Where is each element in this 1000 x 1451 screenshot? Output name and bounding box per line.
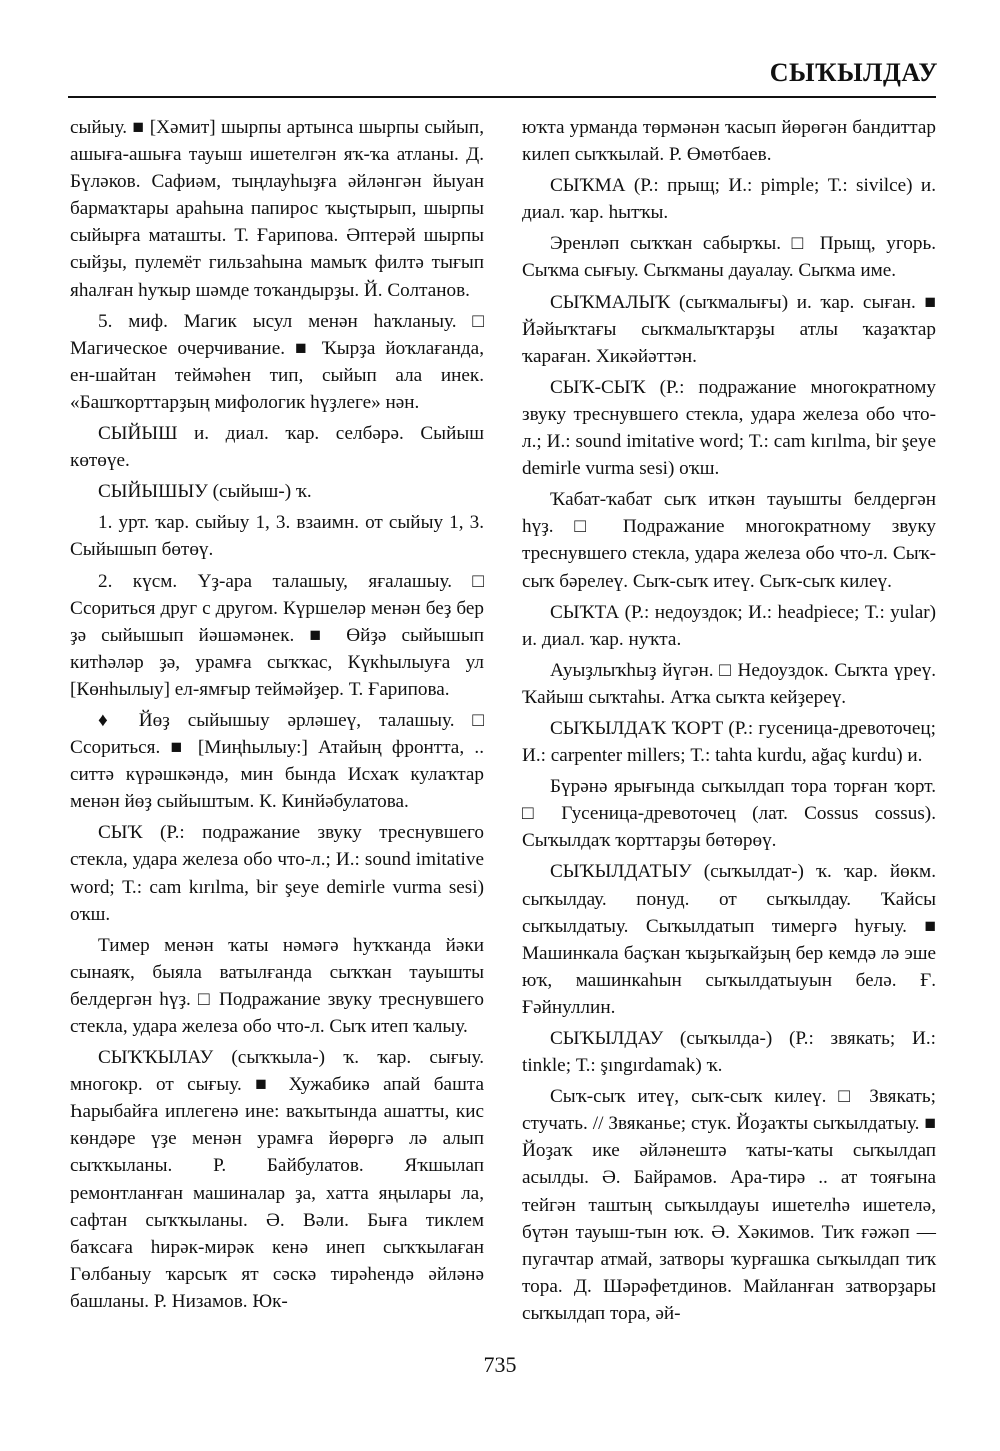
entry-syjysh: СЫЙЫШ и. диал. ҡар. селбәрә. Сыйыш көтөүе. (70, 423, 484, 472)
entry-sykma-definition: Эренләп сыҡҡан сабырҡы. □ Прыщ, угорь. Сыҡма сығыу. Сыҡманы дауалау. Сыҡма име. (522, 233, 936, 282)
left-entry-continuation: сыйыу. ■ [Хәмит] шырпы артынса шырпы сыйып, ашыға-ашыға тауыш ишетелгән яҡ-ҡа атланы. Д. Бүләков. Сафиәм, тыңлауһыҙға әйләнгән йыуан бармаҡтары араһына папирос ҡыҫтырып, шырпы сыйырға маташты. Т. Ғарипова. Әптерәй шырпы сыйҙы, пулемёт гильзаһына мамыҡ филтә тығып яһалған һуҡыр шәмде тоҡандырҙы. Й. Солтанов. (70, 117, 484, 301)
page-number: 735 (483, 1352, 517, 1377)
entry-sykta: СЫҠТА (Р.: недоуздок; И.: headpiece; Т.: yular) и. диал. ҡар. нуҡта. (522, 601, 936, 650)
entry-syk-syk-definition: Ҡабат-ҡабат сыҡ иткән тауышты белдергән һүҙ. □ Подражание многократному звуку треснувшего стекла, удара железа обо что-л. Сыҡ-сыҡ бәрелеү. Сыҡ-сыҡ итеү. Сыҡ-сыҡ килеү. (522, 489, 936, 592)
entry-sykyldatyu: СЫҠЫЛДАТЫУ (сыҡылдат-) ҡ. ҡар. йөкм. сыҡылдау. понуд. от сыҡылдау. Ҡайсы сыҡылдатыу. Сыҡылдатып тимергә һуғыу. ■ Машинкала баҫҡан ҡыҙыҡайҙың бер кемдә лә эше юҡ, машинкаһын сыҡылдатыуын белә. Ғ. Ғәйнуллин. (522, 861, 936, 1018)
entry-syk-syk: СЫҠ-СЫҠ (Р.: подражание многократному звуку треснувшего стекла, удара железа обо что-л.; И.: sound imitative word; Т.: cam kırılma, bir şeye demirle vurma sesi) оҡш. (522, 376, 936, 480)
header-rule (68, 96, 936, 98)
entry-syjyshyu-sense-2: 2. күсм. Үҙ-ара талашыу, яғалашыу. □ Ссориться друг с другом. Күршеләр менән беҙ бер ҙә сыйышып йәшәмәнек. ■ Өйҙә сыйышып китһәләр ҙә, урамға сыҡҡас, Күкһылыуға ул [Көнһылыу] ел-ямғыр теймәйҙер. Т. Ғарипова. (70, 570, 484, 700)
entry-sykyldak-kort: СЫҠЫЛДАҠ ҠОРТ (Р.: гусеница-древоточец; И.: carpenter millers; Т.: tahta kurdu, ağaç kurdu) и. (522, 717, 936, 767)
right-entry-continuation: юҡта урманда төрмәнән ҡасып йөрөгән бандиттар килеп сыҡҡылай. Р. Өмөтбаев. (522, 117, 936, 166)
entry-sykyldau-definition: Сыҡ-сыҡ итеү, сыҡ-сыҡ килеү. □ Звякать; стучать. // Звяканье; стук. Йоҙаҡты сыҡылдатыу. ■ Йоҙаҡ ике әйләнештә ҡаты-ҡаты сыҡылдап асылды. Ә. Байрамов. Ара-тирә .. ат тояғына тейгән таштың сыҡылдауы ишетелһә ишетелә, бүтән тауыш-тын юҡ. Ә. Хәкимов. Тиҡ ғәжәп — пугачтар атмай, затворы ҡурғашка сыҡылдап тиҡ тора. Д. Шәрәфетдинов. Майланған затворҙары сыҡылдап тора, әй- (522, 1086, 936, 1324)
entry-syk: СЫҠ (Р.: подражание звуку треснувшего стекла, удара железа обо что-л.; И.: sound imitative word; Т.: cam kırılma, bir şeye demirle vurma sesi) оҡш. (70, 822, 484, 925)
entry-syjyshyu-idiom: ♦ Йөҙ сыйышыу әрләшеү, талашыу. □ Ссориться. ■ [Миңһылыу:] Атайың фронтта, .. ситтә күрәшкәндә, мин бында Исхаҡ кулаҡтар менән йөҙ сыйыштым. К. Кинйәбулатова. (70, 709, 484, 813)
entry-sykyldak-kort-definition: Бүрәнә ярығында сыҡылдап тора торған ҡорт. □ Гусеница-древоточец (лат. Cossus cossus). Сыҡылдаҡ ҡорттарҙы бөтөрөү. (522, 776, 936, 852)
entry-sykmalyk: СЫҠМАЛЫҠ (сыҡмалығы) и. ҡар. сыған. ■ Йәйыҡтағы сыҡмалыҡтарҙы атлы ҡаҙаҡтар ҡараған. Хикәйәттән. (522, 291, 936, 367)
entry-sykta-definition: Ауыҙлыҡһыҙ йүгән. □ Недоуздок. Сыҡта үреү. Ҡайыш сыҡтаһы. Атҡа сыҡта кейҙереү. (522, 659, 936, 708)
entry-syk-definition: Тимер менән ҡаты нәмәгә һуҡҡанда йәки сынаяҡ, быяла ватылғанда сыҡҡан тауышты белдергән һүҙ. □ Подражание звуку треснувшего стекла, удара железа обо что-л. Сыҡ итеп ҡалыу. (70, 934, 484, 1037)
entry-sykma: СЫҠМА (Р.: прыщ; И.: pimple; Т.: sivilce) и. диал. ҡар. һытҡы. (522, 175, 936, 224)
entry-syjyshyu-sense-1: 1. урт. ҡар. сыйыу 1, 3. взаимн. от сыйыу 1, 3. Сыйышып бөтөү. (70, 512, 484, 561)
left-column (70, 114, 484, 1319)
running-head: СЫҠЫЛДАУ (769, 58, 938, 87)
entry-sykkylau: СЫҠҠЫЛАУ (сыҡҡыла-) ҡ. ҡар. сығыу. многокр. от сығыу. ■ Хужабикә апай башта Һарыбайға иплегенә ине: ваҡытында ашатты, кис көндәре үҙе менән урамға йөрөргә лә алып сыҡҡыланы. Р. Байбулатов. Яҡшылап ремонтланған машиналар ҙа, хатта яңылары ла, сафтан сыҡҡыланы. Ә. Вәли. Быға тиклем баҡсаға һирәк-мирәк кенә инеп сыҡҡылаған Гөлбаныу ҡарсыҡ ят сәскә тирәһендә әйләнә башланы. Р. Низамов. Юк- (70, 1047, 484, 1312)
entry-syjyshyu: СЫЙЫШЫУ (сыйыш-) ҡ. (98, 481, 312, 503)
right-column (522, 114, 936, 1331)
entry-sykyldau: СЫҠЫЛДАУ (сыҡылда-) (Р.: звякать; И.: tinkle; Т.: şıngırdamak) ҡ. (522, 1028, 936, 1077)
left-sense-5: 5. миф. Магик ысул менән һаҡланыу. □ Магическое очерчивание. ■ Ҡырҙа йоҡлағанда, ен-шайтан теймәһен тип, сыйып ала инек. «Башҡорттарҙың мифологик һүҙлеге» нән. (70, 310, 484, 413)
